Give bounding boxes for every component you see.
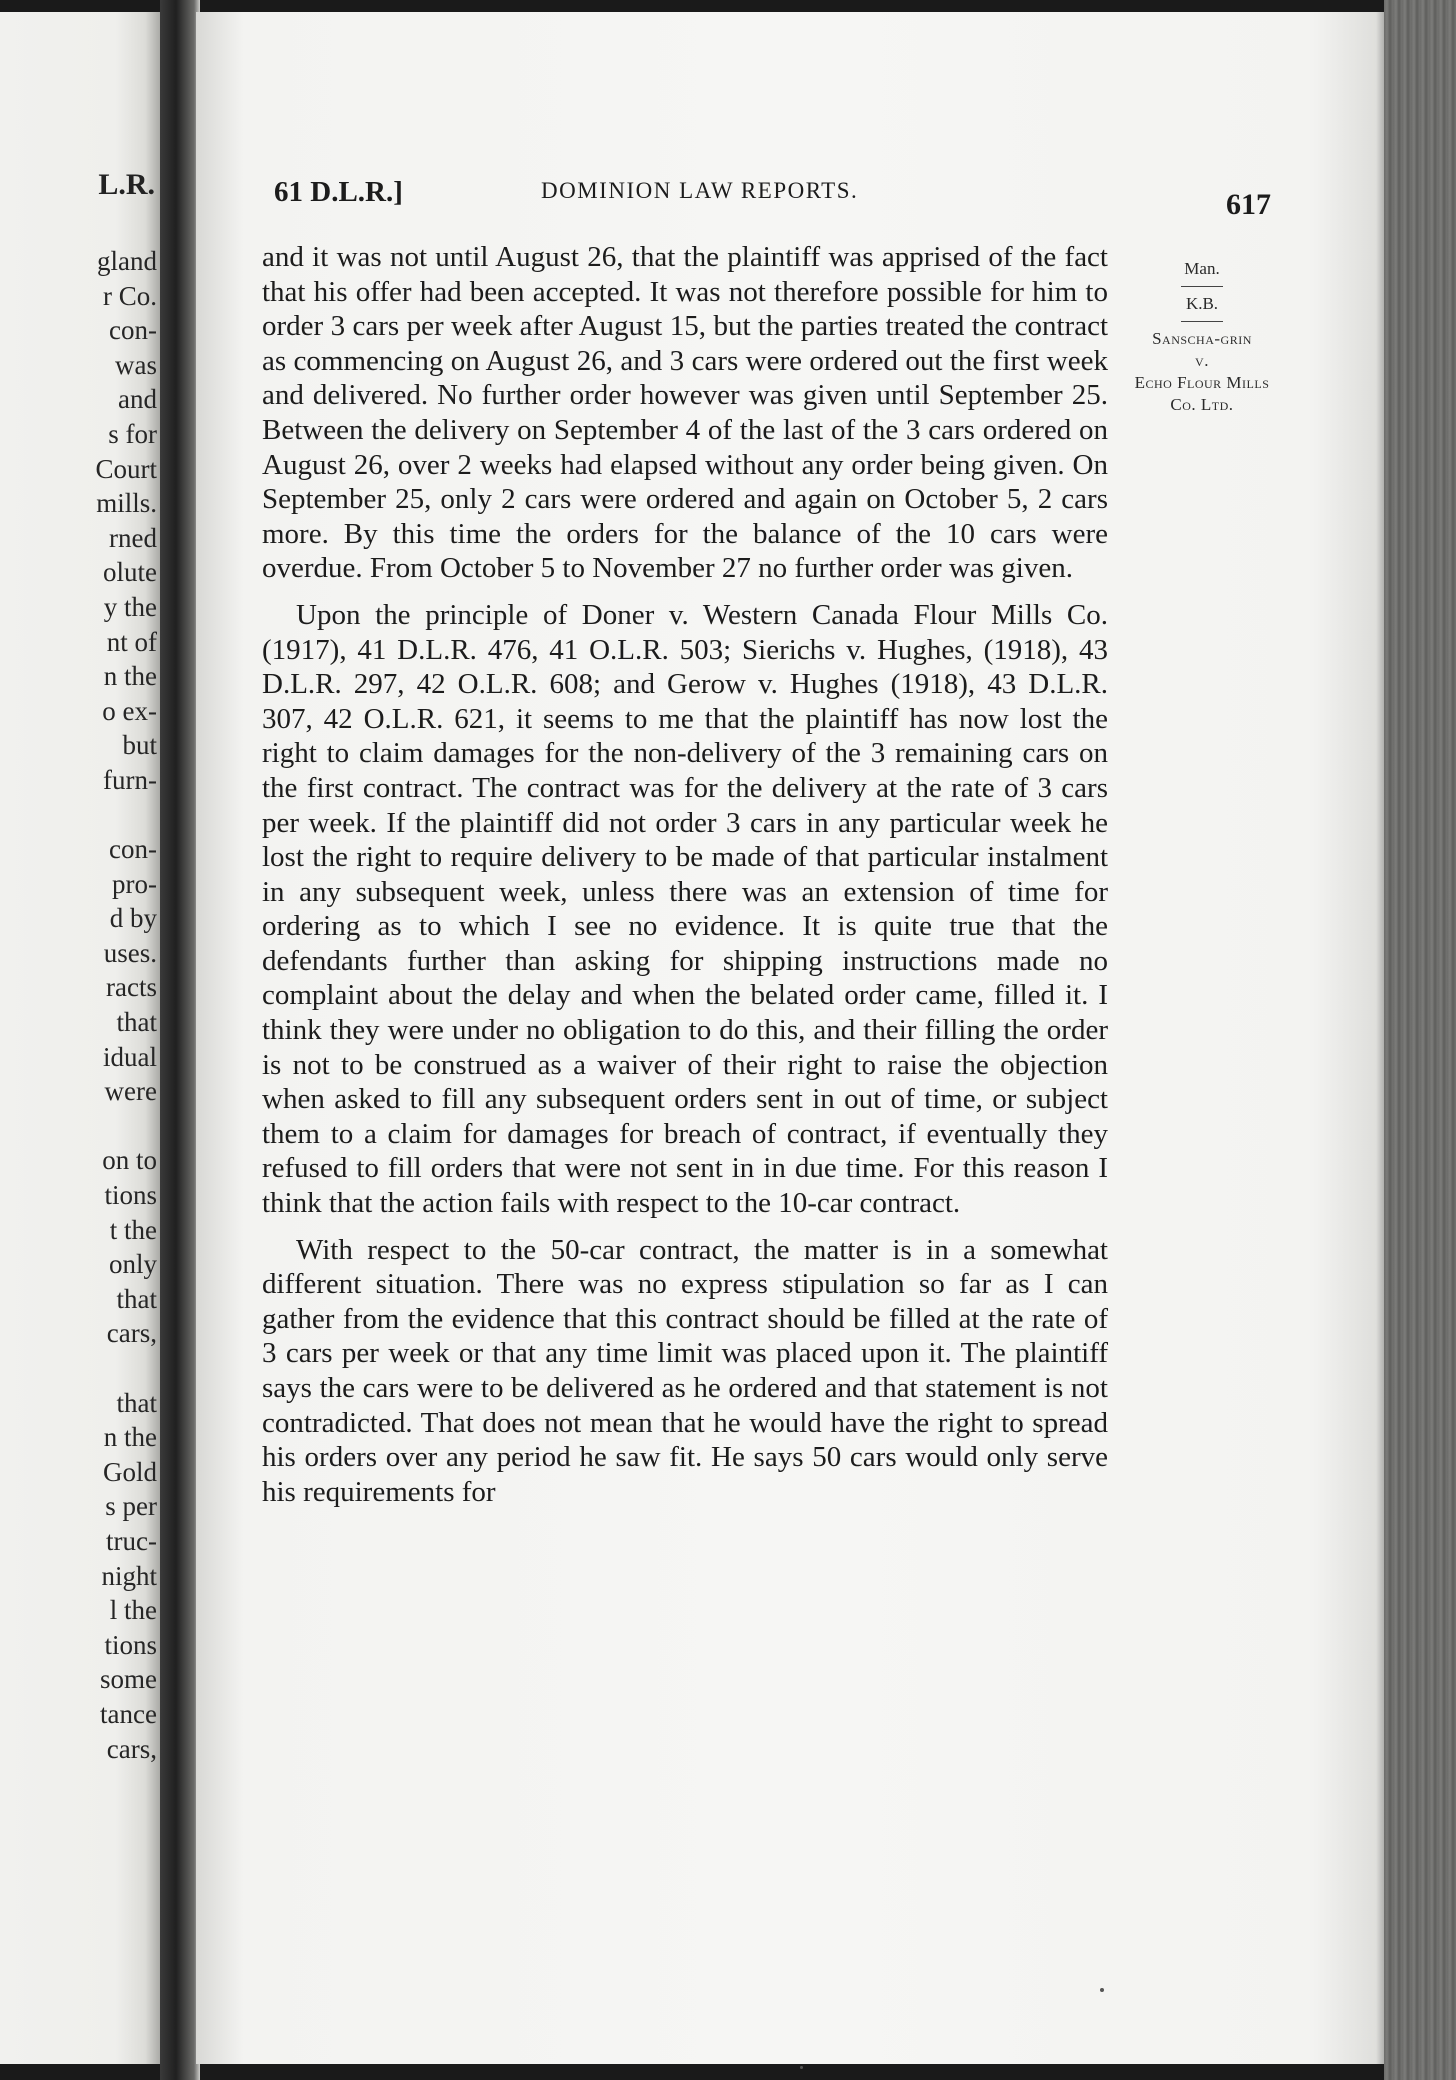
margin-note-party-2: Echo Flour Mills Co. Ltd. <box>1134 373 1270 414</box>
previous-page-line-fragment: Court <box>95 453 157 484</box>
previous-page-line-fragments <box>95 244 157 1766</box>
previous-page-line-fragment: on to <box>102 1145 157 1176</box>
previous-page-line-fragment: some <box>100 1664 157 1695</box>
previous-page-line-fragment <box>95 1109 157 1144</box>
margin-note-court: Man. <box>1184 259 1220 278</box>
running-head-volume: 61 D.L.R.] <box>274 176 403 208</box>
previous-page-line-fragment <box>95 798 157 833</box>
previous-page-line-fragment: rned <box>109 522 157 553</box>
previous-page-line-fragment: that <box>116 1007 157 1038</box>
previous-page <box>0 12 165 2064</box>
previous-page-line-fragment: idual <box>103 1041 157 1072</box>
paper-speck <box>800 2066 803 2069</box>
paragraph-2: Upon the principle of Doner v. Western Canada Flour Mills Co. (1917), 41 D.L.R. 476, 41 O.L.R. 503; Sierichs v. Hughes, (1918), 43 D.L.R. 297, 42 O.L.R. 608; and Gerow v. Hughes (1918), 43 D.L.R. 307, 42 O.L.R. 621, it seems to me that the plaintiff has now lost the right to claim damages for the non-delivery of the 3 remaining cars on the first contract. The contract was for the delivery at the rate of 3 cars per week. If the plaintiff did not order 3 cars in any particular week he lost the right to require delivery to be made of that particular instalment in any subsequent week, unless there was an extension of time for ordering as to which I see no evidence. It is quite true that the defendants further than asking for shipping instructions made no complaint about the delay and when the belated order came, filled it. I think they were under no obligation to do this, and their filling the order is not to be construed as a waiver of their right to raise the objection when asked to fill any subsequent orders sent in out of time, or subject them to a claim for damages for breach of contract, if eventually they refused to fill orders that were not sent in in due time. For this reason I think that the action fails with respect to the 10-car contract. <box>262 598 1108 1220</box>
previous-page-line-fragment: mills. <box>96 488 157 519</box>
previous-page-line-fragment: y the <box>103 591 157 622</box>
previous-page-line-fragment: truc- <box>106 1525 157 1556</box>
previous-page-line-fragment: pro- <box>112 868 157 899</box>
paragraph-1: and it was not until August 26, that the plaintiff was apprised of the fact that his offer had been accepted. It was not therefore possible for him to order 3 cars per week after August 15, but the parties treated the contract as commencing on August 26, and 3 cars were ordered out the first week and delivered. No further order however was given until September 25. Between the delivery on September 4 of the last of the 3 cars ordered on August 26, over 2 weeks had elapsed without any order being given. On September 25, only 2 cars were ordered and again on October 5, 2 cars more. By this time the orders for the balance of the 10 cars were overdue. From October 5 to November 27 no further order was given. <box>262 241 1108 585</box>
previous-page-line-fragment: olute <box>103 557 157 588</box>
previous-page-line-fragment: d by <box>109 903 157 934</box>
previous-page-line-fragment: Gold <box>103 1456 157 1487</box>
previous-page-line-fragment: o ex- <box>102 695 157 726</box>
previous-page-line-fragment: night <box>101 1560 157 1591</box>
book-gutter <box>160 0 200 2080</box>
previous-page-line-fragment: that <box>116 1387 157 1418</box>
page-stack-edge <box>1384 0 1456 2080</box>
previous-page-line-fragment: s per <box>105 1491 157 1522</box>
previous-page-line-fragment: l the <box>109 1595 157 1626</box>
previous-page-line-fragment: were <box>104 1076 157 1107</box>
margin-note-versus: v. <box>1195 351 1209 370</box>
previous-page-line-fragment: n the <box>103 1422 157 1453</box>
margin-note-division: K.B. <box>1185 294 1219 313</box>
margin-note-rule <box>1181 321 1223 322</box>
previous-page-line-fragment: only <box>108 1249 157 1280</box>
running-head-title: DOMINION LAW REPORTS. <box>541 178 859 203</box>
previous-page-header-fragment: L.R. <box>98 168 155 201</box>
previous-page-line-fragment: tance <box>100 1698 157 1729</box>
previous-page-line-fragment: furn- <box>103 764 157 795</box>
previous-page-line-fragment: con- <box>109 834 157 865</box>
previous-page-line-fragment: uses. <box>103 937 157 968</box>
previous-page-line-fragment: racts <box>106 972 157 1003</box>
previous-page-line-fragment: was <box>115 349 157 380</box>
previous-page-line-fragment: r Co. <box>103 280 157 311</box>
margin-note-rule <box>1181 286 1223 287</box>
previous-page-line-fragment: but <box>122 730 157 761</box>
previous-page-line-fragment: con- <box>109 315 157 346</box>
previous-page-line-fragment <box>95 1351 157 1386</box>
previous-page-line-fragment: cars, <box>106 1318 157 1349</box>
previous-page-line-fragment: nt of <box>106 626 157 657</box>
paper-speck <box>1100 1988 1104 1992</box>
previous-page-line-fragment: s for <box>108 418 157 449</box>
previous-page-line-fragment: gland <box>97 246 157 276</box>
previous-page-line-fragment: cars, <box>106 1733 157 1764</box>
main-text <box>262 240 1108 1509</box>
page-number: 617 <box>1226 188 1271 221</box>
previous-page-line-fragment: n the <box>103 661 157 692</box>
previous-page-line-fragment: that <box>116 1283 157 1314</box>
margin-note-party-1: Sanscha-grin <box>1152 329 1252 348</box>
previous-page-line-fragment: t the <box>109 1214 157 1245</box>
margin-note <box>1124 258 1280 416</box>
paragraph-3: With respect to the 50-car contract, the matter is in a somewhat different situation. There was no express stipulation so far as I can gather from the evidence that this contract should be filled at the rate of 3 cars per week or that any time limit was placed upon it. The plaintiff says the cars were to be delivered as he ordered and that statement is not contradicted. That does not mean that he would have the right to spread his orders over any period he saw fit. He says 50 cars would only serve his requirements for <box>262 1233 1108 1508</box>
previous-page-line-fragment: tions <box>104 1180 157 1211</box>
previous-page-line-fragment: tions <box>104 1629 157 1660</box>
previous-page-line-fragment: and <box>118 384 157 415</box>
